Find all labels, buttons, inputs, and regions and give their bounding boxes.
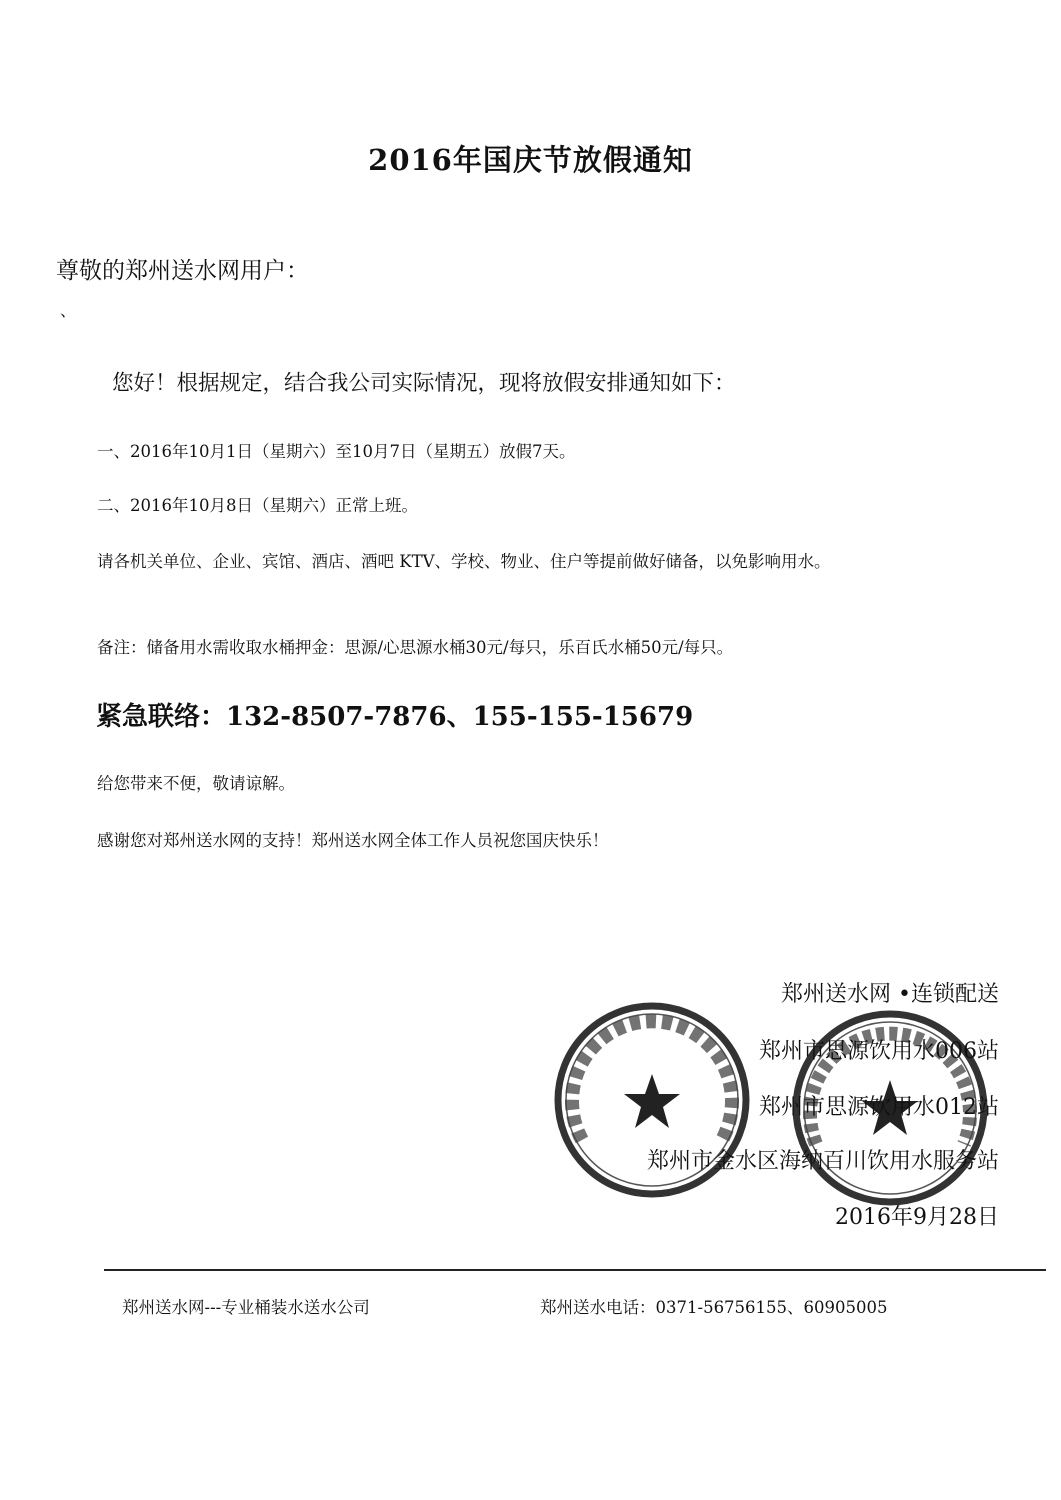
holiday-item-1: 一、2016年10月1日（星期六）至10月7日（星期五）放假7天。 bbox=[97, 442, 576, 461]
signature-line-1: 郑州送水网 •连锁配送 bbox=[781, 982, 999, 1007]
signature-line-2: 郑州市思源饮用水006站 bbox=[759, 1039, 999, 1064]
footer-phone: 郑州送水电话：0371-56756155、60905005 bbox=[540, 1298, 888, 1317]
signature-line-4: 郑州市金水区海纳百川饮用水服务站 bbox=[646, 1149, 999, 1174]
greeting: 尊敬的郑州送水网用户： bbox=[56, 258, 309, 284]
intro-paragraph: 您好！根据规定，结合我公司实际情况，现将放假安排通知如下： bbox=[112, 371, 736, 396]
reminder-paragraph: 请各机关单位、企业、宾馆、酒店、酒吧 KTV、学校、物业、住户等提前做好储备，以免影响用水。 bbox=[97, 552, 831, 571]
notice-title: 2016年国庆节放假通知 bbox=[368, 143, 693, 177]
stray-mark: 、 bbox=[60, 301, 77, 320]
signature-line-3: 郑州市思源饮用水012站 bbox=[759, 1095, 999, 1120]
apology-line: 给您带来不便，敬请谅解。 bbox=[97, 774, 295, 793]
thanks-line: 感谢您对郑州送水网的支持！郑州送水网全体工作人员祝您国庆快乐！ bbox=[97, 831, 609, 850]
emergency-contact: 紧急联络：132-8507-7876、155-155-15679 bbox=[96, 702, 694, 732]
holiday-item-2: 二、2016年10月8日（星期六）正常上班。 bbox=[97, 496, 418, 515]
signature-date: 2016年9月28日 bbox=[835, 1205, 999, 1230]
deposit-note: 备注：储备用水需收取水桶押金：思源/心思源水桶30元/每只，乐百氏水桶50元/每只。 bbox=[97, 638, 734, 657]
footer-company: 郑州送水网---专业桶装水送水公司 bbox=[122, 1298, 370, 1317]
footer-divider bbox=[104, 1269, 1046, 1271]
